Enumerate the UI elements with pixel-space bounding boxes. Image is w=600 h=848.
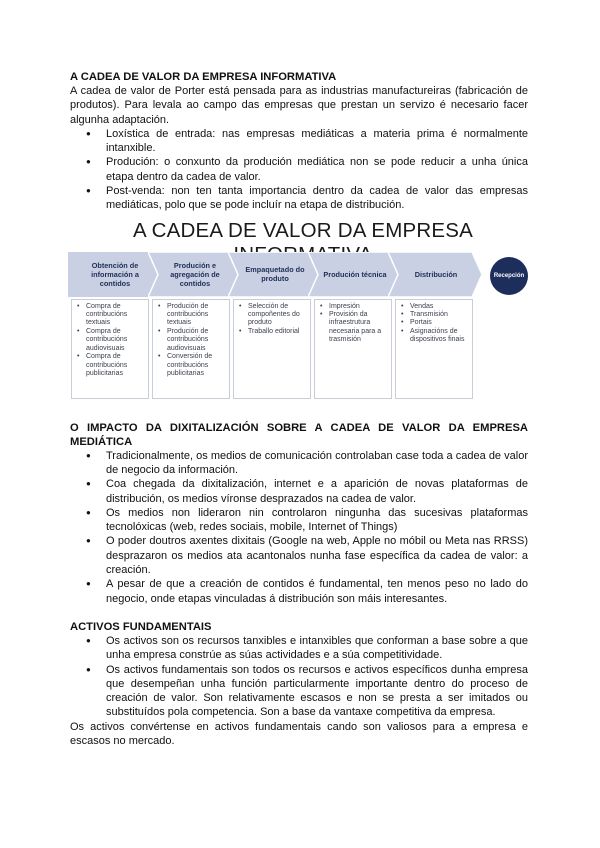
document-page (70, 70, 528, 748)
section-title: A CADEA DE VALOR DA EMPRESA INFORMATIVA (70, 71, 337, 83)
list-item: ● A pesar de que a creación de contidos é fundamental, ten menos peso no lado do negocio, onde etapas vinculadas á distribución son máis interesantes. (106, 577, 528, 606)
detail-boxes (71, 299, 491, 399)
detail-item: • Compra de contribucións audiovisuais (76, 328, 144, 353)
diagram-title: A CADEA DE VALOR DA EMPRESA (133, 218, 473, 242)
detail-box (395, 299, 473, 399)
detail-item: • Traballo editorial (238, 328, 306, 336)
stage-recepcion: Recepción (490, 257, 528, 295)
detail-item: • Selección de compoñentes do produto (238, 303, 306, 328)
stage-obtencion (68, 252, 160, 297)
stage-row (68, 252, 538, 297)
list-item: ● Os activos son os recursos tanxibles e intanxibles que conforman a base sobre a que unha empresa constrúe as súas actividades e a súa competitividade. (106, 634, 528, 663)
section-closing: Os activos convértense en activos fundamentais cando son valiosos para a empresa e escasos no mercado. (70, 720, 528, 748)
value-chain-diagram (68, 219, 538, 399)
stage-label: Distribución (414, 269, 458, 279)
list-item: ● Os medios non lideraron nin controlaron ningunha das sucesivas plataformas tecnolóxicas (web, redes sociais, mobile, Internet of Things) (106, 506, 528, 535)
section-value-chain (70, 70, 528, 213)
stage-label: Produción e agregación de contidos (170, 260, 220, 288)
bullet-list (70, 634, 528, 720)
stage-label: Empaquetado do produto (245, 265, 305, 284)
section-digitalization (70, 421, 528, 606)
detail-item: • Asignacións de dispositivos finais (400, 328, 468, 345)
list-item: ● Loxística de entrada: nas empresas mediáticas a materia prima é normalmente intanxible. (106, 127, 528, 156)
stage-label: Produción técnica (323, 269, 387, 279)
detail-item: • Provisión da infraestrutura necesaria para a trasmisión (319, 311, 387, 345)
list-item: ● Os activos fundamentais son todos os recursos e activos específicos dunha empresa que desempeñan unha función particularmente importante dentro do proceso de creación de valor. Son relativamente escasos e non se presta a ser imitados ou substituídos pola competencia. Son a base da vantaxe competitiva da empresa. (106, 663, 528, 720)
section-core-assets (70, 620, 528, 748)
detail-item: • Compra de contribucións publicitarias (76, 353, 144, 378)
detail-box (152, 299, 230, 399)
list-item: ● Coa chegada da dixitalización, internet e a aparición de novas plataformas de distribución, os medios víronse desprazados na cadea de valor. (106, 477, 528, 506)
stage-distribucion (388, 252, 482, 297)
stage-label: Obtención de información a contidos (91, 260, 139, 288)
detail-item: • Produción de contribucións audiovisuais (157, 328, 225, 353)
list-item: ● Post-venda: non ten tanta importancia dentro da cadea de valor das empresas mediáticas, polo que se pode incluír na etapa de distribución. (106, 184, 528, 213)
bullet-list (70, 127, 528, 213)
list-item: ● Tradicionalmente, os medios de comunicación controlaban case toda a cadea de valor de negocio da información. (106, 449, 528, 478)
detail-box (233, 299, 311, 399)
detail-box (314, 299, 392, 399)
stage-producion (148, 252, 240, 297)
stage-producion-tecnica (308, 252, 400, 297)
bullet-list (70, 449, 528, 606)
section-title: O IMPACTO DA DIXITALIZACIÓN SOBRE A CADEA DE VALOR DA EMPRESA MEDIÁTICA (70, 421, 528, 448)
detail-item: • Vendas (400, 303, 468, 311)
detail-box (71, 299, 149, 399)
list-item: ● O poder doutros axentes dixitais (Google na web, Apple no móbil ou Meta nas RRSS) desprazaron os medios ata acantonalos nunha fase específica da cadea de valor: a creación. (106, 534, 528, 577)
detail-item: • Compra de contribucións textuais (76, 303, 144, 328)
stage-empaquetado (228, 252, 320, 297)
detail-item: • Impresión (319, 303, 387, 311)
detail-item: • Portais (400, 319, 468, 327)
detail-item: • Conversión de contribucións publicitarias (157, 353, 225, 378)
section-intro: A cadea de valor de Porter está pensada para as industrias manufactureiras (fabricación de produtos). Para levala ao campo das empresas que prestan un servizo é necesario facer algunha adaptación. (70, 85, 528, 126)
list-item: ● Produción: o conxunto da produción mediática non se pode reducir a unha única etapa dentro da cadea de valor. (106, 155, 528, 184)
detail-item: • Transmisión (400, 311, 468, 319)
section-title: ACTIVOS FUNDAMENTAIS (70, 620, 212, 633)
detail-item: • Produción de contribucións textuais (157, 303, 225, 328)
